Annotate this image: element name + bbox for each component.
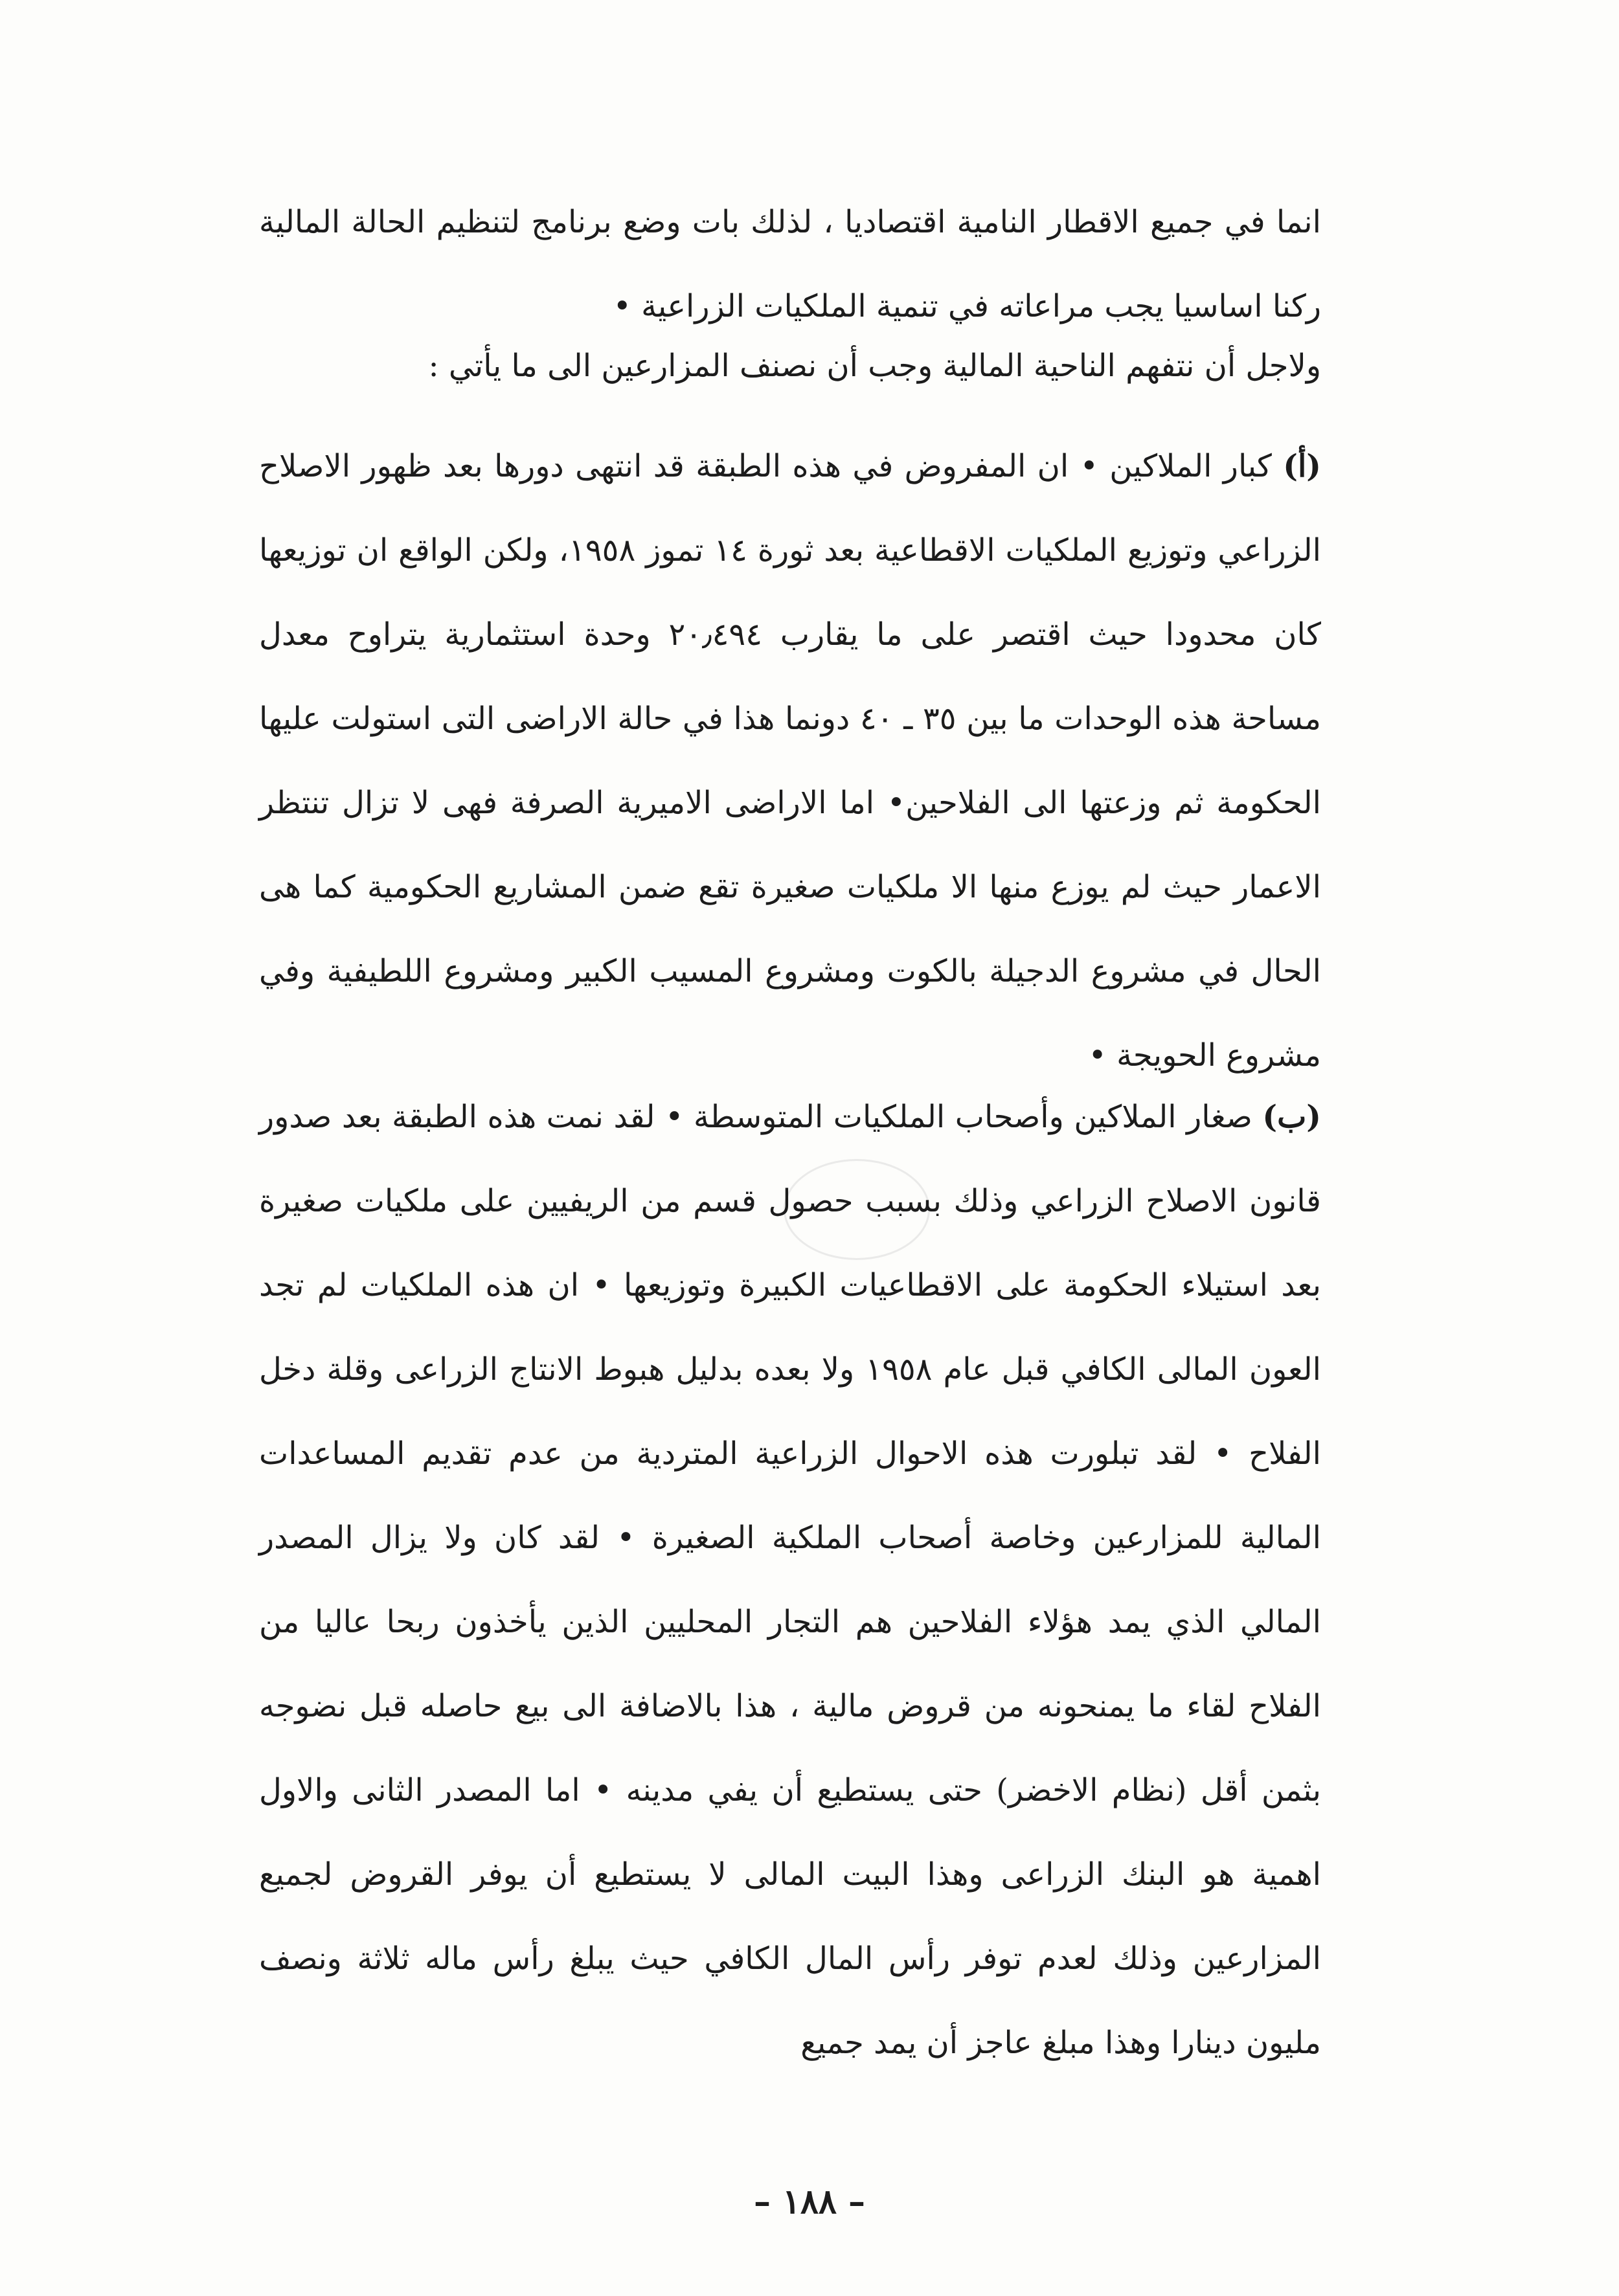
paragraph-a-label: (أ) <box>1283 448 1321 484</box>
paragraph-a-text: كبار الملاكين • ان المفروض في هذه الطبقة قد انتهى دورها بعد ظهور الاصلاح الزراعي وتوزيع الملكيات الاقطاعية بعد ثورة ١٤ تموز ١٩٥٨، ولكن الواقع ان توزيعها كان محدودا حيث اقتصر على ما يقارب ٢٠٫٤٩٤ وحدة استثمارية يتراوح معدل مساحة هذه الوحدات ما بين ٣٥ ـ ٤٠ دونما هذا في حالة الاراضى التى استولت عليها الحكومة ثم وزعتها الى الفلاحين• اما الاراضى الاميرية الصرفة فهى لا تزال تنتظر الاعمار حيث لم يوزع منها الا ملكيات صغيرة تقع ضمن المشاريع الحكومية كما هى الحال في مشروع الدجيلة بالكوت ومشروع المسيب الكبير ومشروع اللطيفية وفي مشروع الحويجة • <box>259 448 1322 1074</box>
paragraph-intro-text: انما في جميع الاقطار النامية اقتصاديا ، لذلك بات وضع برنامج لتنظيم الحالة المالية ركنا اساسيا يجب مراعاته في تنمية الملكيات الزراعية • <box>259 204 1321 324</box>
paragraph-lead <box>259 324 1321 408</box>
paragraph-a <box>259 424 1321 1097</box>
page-number: – ١٨٨ – <box>753 2182 865 2222</box>
paragraph-b-label: (ب) <box>1262 1099 1321 1135</box>
paragraph-intro <box>259 180 1321 348</box>
paragraph-a-body <box>259 424 1321 1097</box>
paragraph-b <box>259 1075 1321 2085</box>
paragraph-b-body <box>259 1075 1321 2085</box>
paragraph-b-text: صغار الملاكين وأصحاب الملكيات المتوسطة • لقد نمت هذه الطبقة بعد صدور قانون الاصلاح الزراعي وذلك بسبب حصول قسم من الريفيين على ملكيات صغيرة بعد استيلاء الحكومة على الاقطاعيات الكبيرة وتوزيعها • ان هذه الملكيات لم تجد العون المالى الكافي قبل عام ١٩٥٨ ولا بعده بدليل هبوط الانتاج الزراعى وقلة دخل الفلاح • لقد تبلورت هذه الاحوال الزراعية المتردية من عدم تقديم المساعدات المالية للمزارعين وخاصة أصحاب الملكية الصغيرة • لقد كان ولا يزال المصدر المالي الذي يمد هؤلاء الفلاحين هم التجار المحليين الذين يأخذون ربحا عاليا من الفلاح لقاء ما يمنحونه من قروض مالية ، هذا بالاضافة الى بيع حاصله قبل نضوجه بثمن أقل (نظام الاخضر) حتى يستطيع أن يفي مدينه • اما المصدر الثانى والاول اهمية هو البنك الزراعى وهذا البيت المالى لا يستطيع أن يوفر القروض لجميع المزارعين وذلك لعدم توفر رأس المال الكافي حيث يبلغ رأس ماله ثلاثة ونصف مليون دينارا وهذا مبلغ عاجز أن يمد جميع <box>259 1099 1322 2061</box>
paragraph-lead-text: ولاجل أن نتفهم الناحية المالية وجب أن نصنف المزارعين الى ما يأتي : <box>428 348 1321 384</box>
